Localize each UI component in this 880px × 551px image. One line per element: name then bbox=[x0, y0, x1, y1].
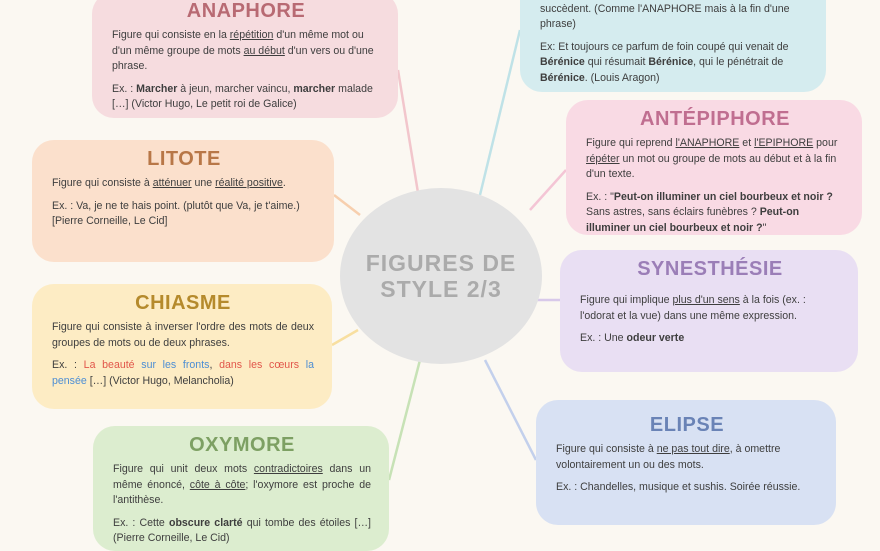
card-example: Ex. : Une odeur verte bbox=[580, 332, 685, 344]
card-title: ANTÉPIPHORE bbox=[640, 108, 790, 130]
card-example: Ex: Et toujours ce parfum de foin coupé qui venait de Bérénice qui résumait Bérénice, qui le pénétrait de Bérénice. (Louis Aragon) bbox=[540, 40, 789, 84]
card-definition: Figure qui unit deux mots contradictoires dans un même énoncé, côte à côte; l'oxymore est proche de l'antithèse. bbox=[113, 463, 371, 506]
card-example: Ex. : Chandelles, musique et sushis. Soirée réussie. bbox=[556, 481, 801, 493]
connector-litote bbox=[334, 195, 360, 215]
central-topic bbox=[340, 188, 542, 364]
card-example: Ex. : Cette obscure clarté qui tombe des étoiles […] (Pierre Corneille, Le Cid) bbox=[113, 516, 371, 544]
connector-epiphore bbox=[480, 30, 520, 195]
card-title: OXYMORE bbox=[189, 434, 295, 456]
card-definition: succèdent. (Comme l'ANAPHORE mais à la fin d'une phrase) bbox=[540, 2, 790, 30]
card-definition: Figure qui consiste à inverser l'ordre des mots de deux groupes de mots ou de deux phrases. bbox=[52, 321, 314, 349]
connector-oxymore bbox=[389, 360, 420, 480]
connector-chiasme bbox=[332, 330, 358, 345]
card-oxymore bbox=[93, 426, 389, 551]
central-title-line1: FIGURES DE bbox=[365, 250, 517, 276]
card-definition: Figure qui implique plus d'un sens à la fois (ex. : l'odorat et la vue) dans une même expression. bbox=[580, 294, 806, 322]
card-title: SYNESTHÉSIE bbox=[637, 258, 783, 280]
card-litote bbox=[32, 140, 334, 262]
card-epiphore bbox=[520, 0, 826, 92]
card-definition: Figure qui reprend l'ANAPHORE et l'EPIPHORE pour répéter un mot ou groupe de mots au début et à la fin d'un texte. bbox=[586, 137, 838, 180]
card-example: Ex. : La beauté sur les fronts, dans les cœurs la pensée […] (Victor Hugo, Melancholia) bbox=[52, 359, 314, 387]
central-title-line2: STYLE 2/3 bbox=[380, 276, 502, 302]
connector-elipse bbox=[485, 360, 536, 460]
card-title: ANAPHORE bbox=[186, 0, 306, 22]
card-title: CHIASME bbox=[135, 292, 231, 314]
card-anaphore bbox=[92, 0, 398, 118]
connector-anaphore bbox=[398, 70, 420, 205]
card-elipse bbox=[536, 400, 836, 525]
connector-antepiphore bbox=[530, 170, 566, 210]
card-definition: Figure qui consiste à ne pas tout dire, à omettre volontairement un ou des mots. bbox=[556, 443, 781, 471]
card-chiasme bbox=[32, 284, 332, 409]
card-example: Ex. : Marcher à jeun, marcher vaincu, marcher malade […] (Victor Hugo, Le petit roi de Galice) bbox=[112, 82, 373, 110]
card-definition: Figure qui consiste en la répétition d'un même mot ou d'un même groupe de mots au début d'un vers ou d'une phrase. bbox=[112, 29, 374, 72]
card-example: Ex. : "Peut-on illuminer un ciel bourbeux et noir ? Sans astres, sans éclairs funèbres ? Peut-on illuminer un ciel bourbeux et noir ?" bbox=[586, 190, 833, 234]
card-title: LITOTE bbox=[147, 148, 221, 170]
card-synesthesie bbox=[560, 250, 858, 372]
card-definition: Figure qui consiste à atténuer une réalité positive. bbox=[52, 177, 286, 189]
card-title: ELIPSE bbox=[649, 414, 725, 436]
card-antepiphore bbox=[566, 100, 862, 235]
card-example: Ex. : Va, je ne te hais point. (plutôt que Va, je t'aime.) [Pierre Corneille, Le Cid] bbox=[52, 199, 300, 227]
